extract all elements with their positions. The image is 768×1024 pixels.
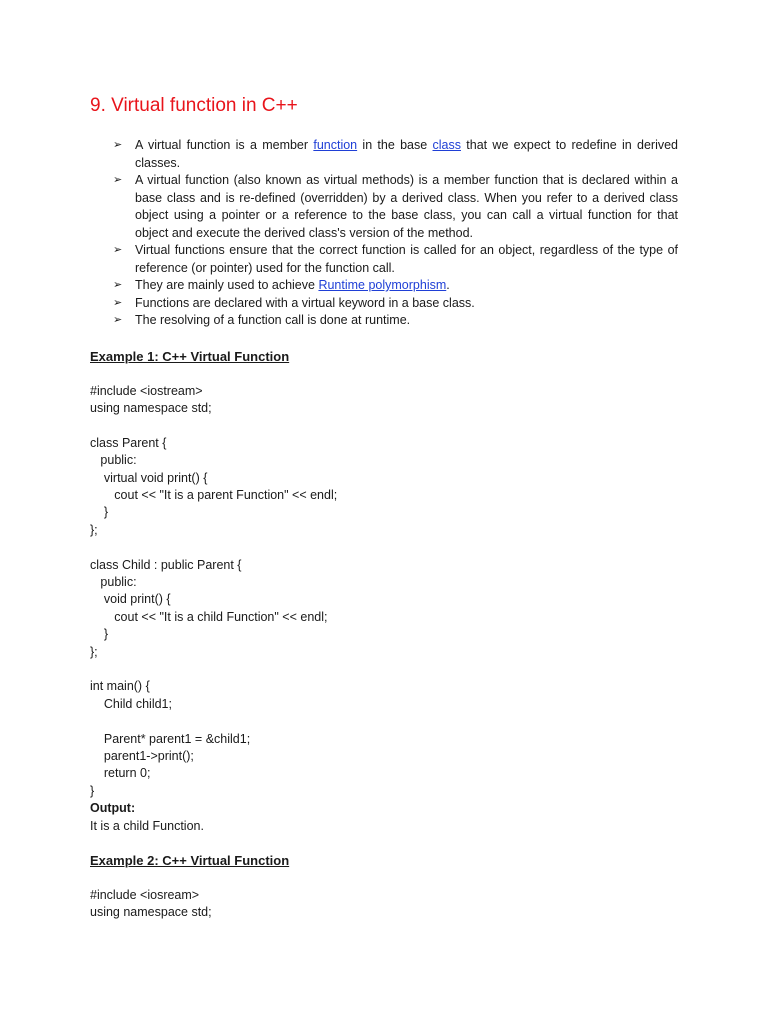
bullet-text: They are mainly used to achieve <box>135 278 319 292</box>
bullet-text: in the base <box>357 138 433 152</box>
bullet-item <box>113 312 678 330</box>
bullet-item <box>113 137 678 172</box>
bullet-text: Functions are declared with a virtual keyword in a base class. <box>135 295 475 310</box>
arrow-bullet-icon: ➢ <box>113 314 123 326</box>
example-1-heading: Example 1: C++ Virtual Function <box>90 348 290 364</box>
example-1-output-label: Output: <box>90 801 136 816</box>
arrow-bullet-icon: ➢ <box>113 244 123 256</box>
example-2-heading: Example 2: C++ Virtual Function <box>90 853 290 869</box>
arrow-bullet-icon: ➢ <box>113 296 123 309</box>
bullet-text: that we expect to redefine in derived classes. <box>135 138 678 170</box>
example-1-output-value: It is a child Function. <box>90 818 204 833</box>
example-1-code: #include <iostream> using namespace std; class Parent { public: virtual void print() { cout << "It is a parent Function" << endl; } }; class Child : public Parent { public: void print() { cout << "It is a child Function" << endl; } }; int main() { Child child1; Parent* parent1 = &child1; parent1->print(); return 0; } <box>90 383 338 798</box>
bullet-text: The resolving of a function call is done at runtime. <box>135 313 411 327</box>
arrow-bullet-icon: ➢ <box>113 279 123 291</box>
bullet-list <box>90 137 678 330</box>
arrow-bullet-icon: ➢ <box>113 139 123 151</box>
inline-link[interactable]: function <box>313 138 358 152</box>
bullet-text: Virtual functions ensure that the correct function is called for an object, regardless of the type of reference (or pointer) used for the function call. <box>135 243 678 275</box>
bullet-text: . <box>446 278 450 292</box>
inline-link[interactable]: Runtime polymorphism <box>318 278 447 292</box>
bullet-text: A virtual function is a member <box>135 138 314 152</box>
bullet-item <box>113 295 678 313</box>
inline-link[interactable]: class <box>432 138 461 152</box>
bullet-item <box>113 172 678 242</box>
bullet-item <box>113 242 678 277</box>
bullet-text: A virtual function (also known as virtual methods) is a member function that is declared within a base class and is re-defined (overridden) by a derived class. When you refer to a derived class object using a pointer or a reference to the base class, you can call a virtual function for that object and execute the derived class's version of the method. <box>135 173 678 240</box>
arrow-bullet-icon: ➢ <box>113 174 123 186</box>
example-2-code: #include <iosream> using namespace std; <box>90 888 212 920</box>
page-title: 9. Virtual function in C++ <box>90 95 298 116</box>
bullet-item <box>113 277 678 295</box>
